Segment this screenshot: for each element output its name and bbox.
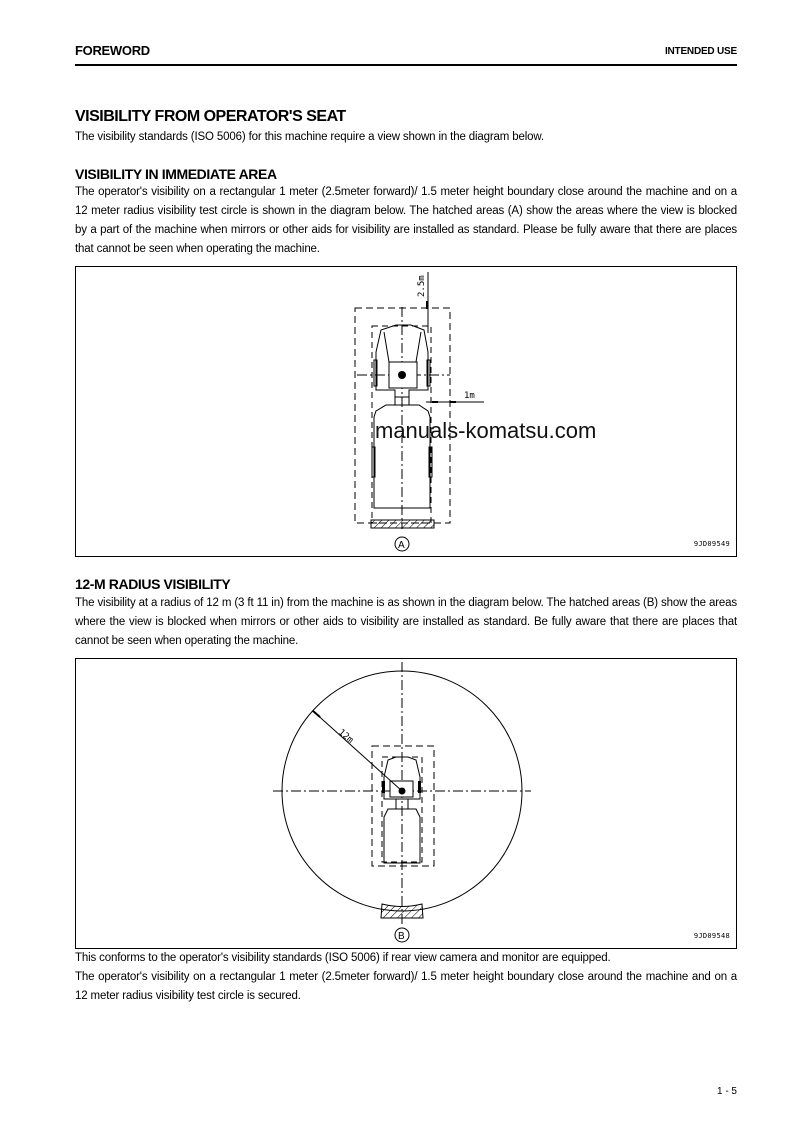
section-body-immediate-area: The operator's visibility on a rectangular 1 meter (2.5meter forward)/ 1.5 meter height boundary close around the machine and on a 12 meter radius visibility test circle is shown in the diagram below. The hatched areas (A) show the areas where the view is blocked by a part of the machine when mirrors or other aids for visibility are installed as standard. Please be fully aware that there are places that cannot be seen when operating the machine.	[75, 186, 737, 255]
watermark: manuals-komatsu.com	[375, 418, 597, 443]
section-title: FOREWORD	[75, 43, 150, 58]
operator-seat-point	[399, 788, 406, 795]
side-distance-label: 1m	[464, 391, 475, 401]
radius-diagram	[76, 659, 738, 950]
radius-label: 12m	[336, 727, 355, 746]
page-title: VISIBILITY FROM OPERATOR'S SEAT	[75, 108, 346, 125]
marker-b-label: B	[398, 931, 405, 942]
figure-code: 9JD09549	[693, 540, 730, 548]
intro-text: The visibility standards (ISO 5006) for this machine require a view shown in the diagram below.	[75, 131, 544, 143]
section-heading-immediate-area: VISIBILITY IN IMMEDIATE AREA	[75, 166, 277, 182]
section-heading-radius: 12-M RADIUS VISIBILITY	[75, 576, 231, 592]
immediate-area-diagram	[76, 267, 738, 558]
subsection-title: INTENDED USE	[664, 46, 737, 57]
operator-seat-point	[398, 371, 406, 379]
header-divider	[75, 64, 737, 66]
figure-code: 9JD09548	[693, 932, 730, 940]
footer-note-visibility: The operator's visibility on a rectangular 1 meter (2.5meter forward)/ 1.5 meter height boundary close around the machine and on a 12 meter radius visibility test circle is secured.	[75, 971, 737, 1002]
page-number: 1 - 5	[716, 1086, 737, 1097]
figure-radius	[75, 658, 737, 949]
figure-immediate-area	[75, 266, 737, 557]
marker-a-label: A	[398, 540, 405, 551]
forward-distance-label: 2.5m	[417, 275, 427, 297]
footer-note-camera: This conforms to the operator's visibility standards (ISO 5006) if rear view camera and monitor are equipped.	[75, 952, 611, 964]
section-body-radius: The visibility at a radius of 12 m (3 ft 11 in) from the machine is as shown in the diagram below. The hatched areas (B) show the areas where the view is blocked when mirrors or other aids to visibility are installed as standard. Be fully aware that there are places that cannot be seen when operating the machine.	[75, 597, 737, 647]
